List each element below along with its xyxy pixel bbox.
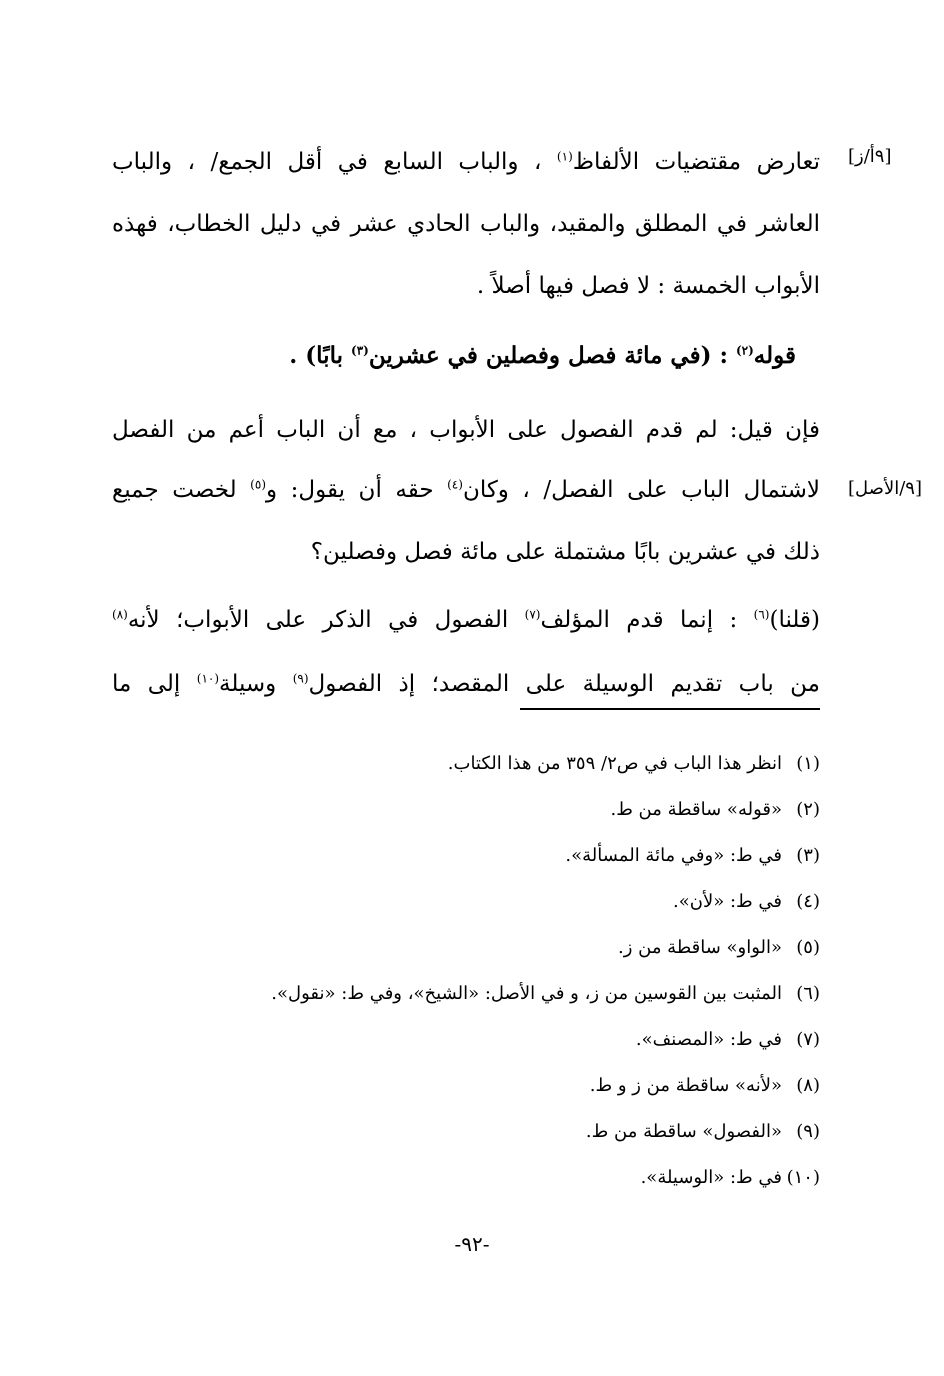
footnote-8: (٨)«لأنه» ساقطة من ز و ط. (589, 1075, 820, 1096)
text-line-8: (قلنا)$^{(٦)}$ : إنما قدم المؤلف$^{(٧)}$ الفصول في الذكر على الأبواب؛ لأنه$^{(٨)}$ (112, 607, 820, 633)
footnote-2: (٢)«قوله» ساقطة من ط. (610, 799, 820, 820)
footnote-ref: (٨) (112, 607, 128, 622)
footnote-ref: (٧) (524, 607, 541, 622)
text-line-4-quote: قوله$^{(٢)}$ : (في مائة فصل وفصلين في عشرين$^{(٣)}$ بابًا) . (289, 342, 796, 369)
margin-note-manuscript-z: [٩أ/ز] (848, 146, 892, 167)
text-line-5: فإن قيل: لم قدم الفصول على الأبواب ، مع أن الباب أعم من الفصل (112, 417, 820, 443)
text-line-1: تعارض مقتضيات الألفاظ$^{(١)}$ ، والباب السابع في أقل الجمع/ ، والباب (112, 149, 820, 175)
footnote-1: (١)انظر هذا الباب في ص٢/ ٣٥٩ من هذا الكتاب. (447, 753, 820, 774)
text-line-2: العاشر في المطلق والمقيد، والباب الحادي عشر في دليل الخطاب، فهذه (112, 211, 820, 237)
footnote-3: (٣)في ط: «وفي مائة المسألة». (565, 845, 820, 866)
page-number: -٩٢- (454, 1232, 490, 1256)
footnote-ref: (٤) (447, 477, 463, 492)
footnote-ref: (١٠) (196, 671, 220, 686)
footnote-6: (٦)المثبت بين القوسين من ز، و في الأصل: «الشيخ»، وفي ط: «نقول». (271, 983, 820, 1004)
footnote-7: (٧)في ط: «المصنف». (635, 1029, 820, 1050)
margin-note-manuscript-asl: [٩/الأصل] (848, 478, 922, 499)
footnote-ref: (١) (556, 149, 573, 164)
footnote-ref: (٩) (292, 671, 309, 686)
footnote-separator-rule (520, 708, 820, 710)
footnote-10: (١٠)في ط: «الوسيلة». (640, 1167, 820, 1188)
footnote-ref: (٣) (351, 343, 369, 358)
footnote-5: (٥)«الواو» ساقطة من ز. (617, 937, 820, 958)
text-line-3: الأبواب الخمسة : لا فصل فيها أصلاً . (476, 273, 820, 299)
footnote-ref: (٢) (735, 343, 754, 358)
footnote-ref: (٥) (250, 477, 266, 492)
text-line-6: لاشتمال الباب على الفصل/ ، وكان$^{(٤)}$ حقه أن يقول: و$^{(٥)}$ لخصت جميع (112, 477, 820, 503)
footnote-4: (٤)في ط: «لأن». (673, 891, 820, 912)
text-line-9: من باب تقديم الوسيلة على المقصد؛ إذ الفصول$^{(٩)}$ وسيلة$^{(١٠)}$ إلى ما (112, 671, 820, 697)
footnote-ref: (٦) (753, 607, 770, 622)
footnote-9: (٩)«الفصول» ساقطة من ط. (585, 1121, 820, 1142)
text-line-7: ذلك في عشرين بابًا مشتملة على مائة فصل وفصلين؟ (310, 539, 820, 565)
